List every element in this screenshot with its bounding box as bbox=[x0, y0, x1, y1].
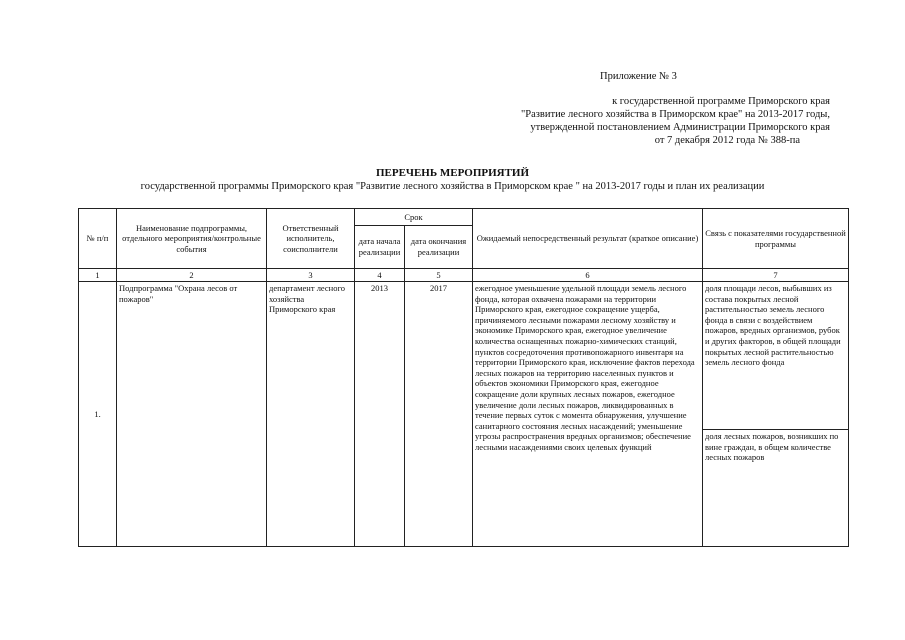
appendix-line-1: к государственной программе Приморского края bbox=[612, 96, 830, 107]
row-end: 2017 bbox=[405, 282, 473, 547]
header-responsible: Ответственный исполнитель, соисполнители bbox=[267, 209, 355, 269]
document-title: ПЕРЕЧЕНЬ МЕРОПРИЯТИЙ bbox=[375, 167, 530, 179]
header-link: Связь с показателями государственной программы bbox=[703, 209, 849, 269]
activities-table bbox=[78, 208, 849, 547]
row-start: 2013 bbox=[355, 282, 405, 547]
document-subtitle: государственной программы Приморского края "Развитие лесного хозяйства в Приморском крае " на 2013-2017 годы и план их реализации bbox=[140, 181, 765, 192]
header-num: № п/п bbox=[79, 209, 117, 269]
header-end: дата окончания реализации bbox=[405, 226, 473, 269]
appendix-label: Приложение № 3 bbox=[600, 71, 677, 82]
row-link-1: доля площади лесов, выбывших из состава покрытых лесной растительностью земель лесного фонда в связи с воздействием пожаров, вредных организмов, рубок и других факторов, в общей площади покрытых лесной растительностью земель лесного фонда bbox=[703, 282, 849, 430]
column-number: 3 bbox=[267, 269, 355, 282]
column-number: 5 bbox=[405, 269, 473, 282]
row-result: ежегодное уменьшение удельной площади земель лесного фонда, которая охвачена пожарами на территории Приморского края, ежегодное сокращение ущерба, причиняемого лесными пожарами лесному хозяйству и экономике Приморского края, ежегодное увеличение количества оснащенных пожарно-химических станций, пунктов сосредоточения противопожарного инвентаря на территории Приморского края, исключение фактов перехода лесных пожаров на территорию населенных пунктов и объектов экономики Приморского края, ежегодное сокращение доли крупных лесных пожаров, ежегодное увеличение доли лесных пожаров, ликвидированных в течение первых суток с момента обнаружения, улучшение санитарного состояния лесных насаждений; уменьшение угрозы распространения вредных организмов; обеспечение лесными насаждениями своих целевых функций bbox=[473, 282, 703, 547]
column-number: 2 bbox=[117, 269, 267, 282]
header-result: Ожидаемый непосредственный результат (краткое описание) bbox=[473, 209, 703, 269]
appendix-line-3: утвержденной постановлением Администрации Приморского края bbox=[530, 122, 830, 133]
table-row bbox=[79, 282, 849, 430]
row-num: 1. bbox=[79, 282, 117, 547]
column-number: 1 bbox=[79, 269, 117, 282]
row-link-2: доля лесных пожаров, возникших по вине граждан, в общем количестве лесных пожаров bbox=[703, 430, 849, 547]
column-number: 4 bbox=[355, 269, 405, 282]
row-responsible: департамент лесного хозяйства Приморского края bbox=[267, 282, 355, 547]
header-start: дата начала реализации bbox=[355, 226, 405, 269]
appendix-line-4: от 7 декабря 2012 года № 388-па bbox=[654, 135, 800, 146]
column-number: 6 bbox=[473, 269, 703, 282]
appendix-line-2: "Развитие лесного хозяйства в Приморском крае" на 2013-2017 годы, bbox=[520, 109, 830, 120]
row-name: Подпрограмма "Охрана лесов от пожаров" bbox=[117, 282, 267, 547]
column-number: 7 bbox=[703, 269, 849, 282]
header-term: Срок bbox=[355, 209, 473, 226]
header-name: Наименование подпрограммы, отдельного мероприятия/контрольные события bbox=[117, 209, 267, 269]
